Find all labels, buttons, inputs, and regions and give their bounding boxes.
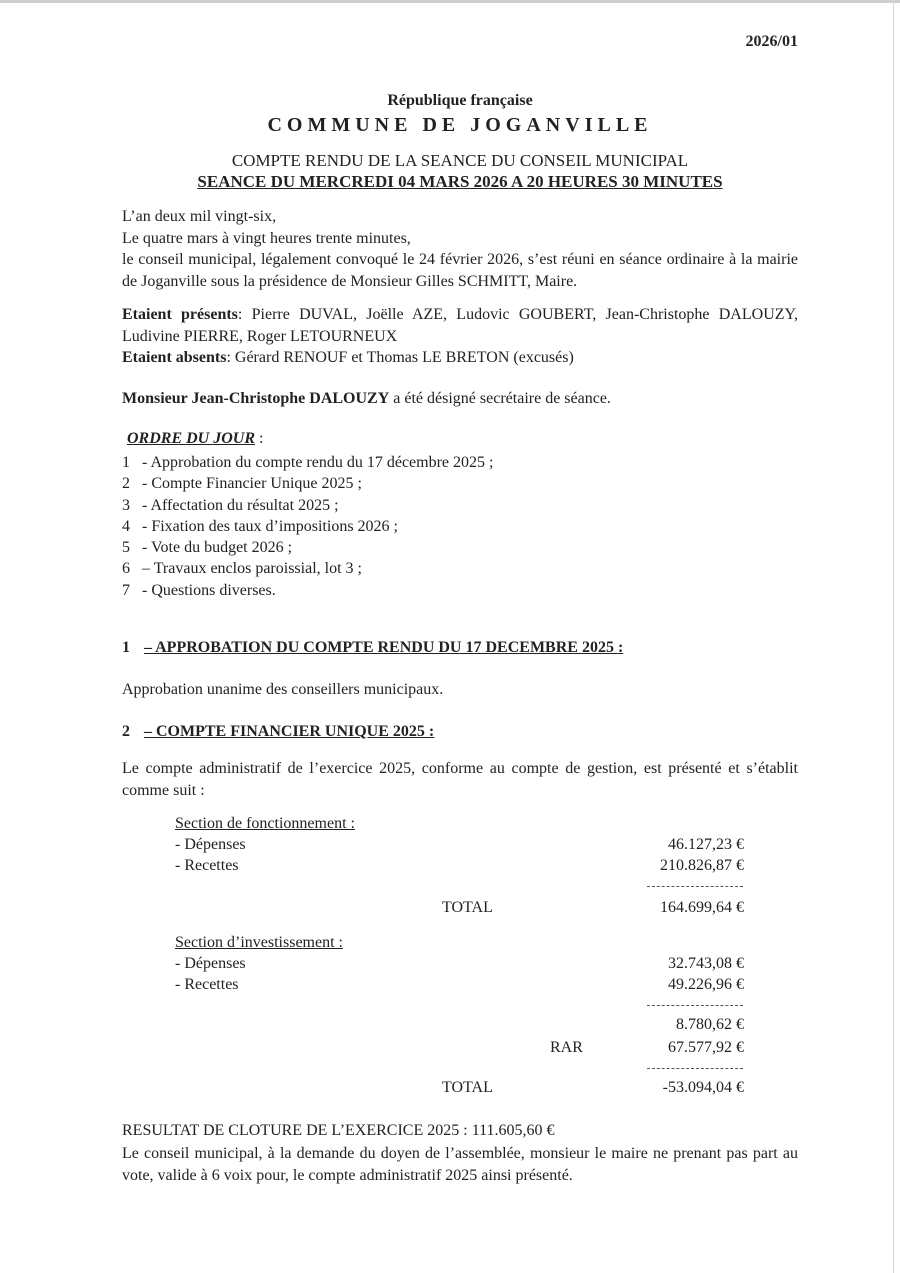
fonctionnement-recettes-value: 210.826,87 € (660, 857, 744, 874)
investissement-total-value: -53.094,04 € (662, 1079, 744, 1096)
investissement-title: Section d’investissement : (175, 934, 343, 951)
absent-label: Etaient absents (122, 349, 227, 366)
agenda-list (122, 452, 493, 601)
agenda-heading (127, 430, 263, 448)
section2-title: – COMPTE FINANCIER UNIQUE 2025 : (144, 723, 435, 740)
investissement-recettes-value: 49.226,96 € (668, 976, 744, 993)
section1-number: 1 (122, 639, 130, 656)
agenda-item: 6 – Travaux enclos paroissial, lot 3 ; (122, 560, 362, 578)
investissement-depenses-label: - Dépenses (175, 955, 246, 972)
document-reference: 2026/01 (745, 33, 798, 50)
fonctionnement-total-value: 164.699,64 € (660, 899, 744, 916)
section2-number: 2 (122, 723, 130, 740)
section2-heading (122, 723, 434, 741)
intro-paragraph (122, 206, 798, 292)
section1-title: – APPROBATION DU COMPTE RENDU DU 17 DECEMBRE 2025 : (144, 639, 624, 656)
agenda-item: 5 - Vote du budget 2026 ; (122, 539, 293, 557)
investissement-total-label: TOTAL (442, 1079, 493, 1096)
republic-heading: République française (387, 92, 533, 109)
closing-result: RESULTAT DE CLOTURE DE L’EXERCICE 2025 : 111.605,60 € (122, 1122, 555, 1139)
scan-edge (0, 0, 900, 3)
rar-value: 67.577,92 € (668, 1039, 744, 1056)
attendance-absent (122, 347, 798, 369)
section1-heading (122, 639, 623, 657)
attendance-present (122, 304, 798, 347)
commune-heading: COMMUNE DE JOGANVILLE (267, 114, 653, 136)
intro-line: L’an deux mil vingt-six, (122, 208, 277, 225)
investissement-subtotal-value: 8.780,62 € (676, 1016, 744, 1033)
vote-paragraph: Le conseil municipal, à la demande du doyen de l’assemblée, monsieur le maire ne prenant pas part au vote, valide à 6 voix pour, le compte administratif 2025 ainsi présenté. (122, 1145, 798, 1184)
intro-line: le conseil municipal, légalement convoqué le 24 février 2026, s’est réuni en séance ordinaire à la mairie de Joganville sous la présidence de Monsieur Gilles SCHMITT, Maire. (122, 251, 798, 290)
investissement-depenses-value: 32.743,08 € (668, 955, 744, 972)
dashed-separator (647, 1005, 743, 1006)
report-title: COMPTE RENDU DE LA SEANCE DU CONSEIL MUNICIPAL (231, 151, 689, 170)
agenda-title: ORDRE DU JOUR (127, 430, 256, 447)
section2-intro: Le compte administratif de l’exercice 2025, conforme au compte de gestion, est présenté et s’établit comme suit : (122, 760, 798, 799)
absent-names: : Gérard RENOUF et Thomas LE BRETON (excusés) (226, 349, 574, 366)
fonctionnement-total-label: TOTAL (442, 899, 493, 916)
agenda-colon: : (255, 430, 264, 447)
agenda-item: 2 - Compte Financier Unique 2025 ; (122, 475, 362, 493)
fonctionnement-depenses-value: 46.127,23 € (668, 836, 744, 853)
intro-line: Le quatre mars à vingt heures trente minutes, (122, 229, 411, 247)
present-names: : Pierre DUVAL, Joëlle AZE, Ludovic GOUBERT, Jean-Christophe DALOUZY, Ludivine PIERRE, Roger LETOURNEUX (122, 306, 799, 345)
secretary-text: a été désigné secrétaire de séance. (389, 390, 611, 407)
fonctionnement-title: Section de fonctionnement : (175, 815, 355, 832)
investissement-recettes-label: - Recettes (175, 976, 239, 993)
fonctionnement-depenses-label: - Dépenses (175, 836, 246, 853)
section1-body: Approbation unanime des conseillers municipaux. (122, 681, 444, 698)
agenda-item: 3 - Affectation du résultat 2025 ; (122, 496, 339, 514)
rar-label: RAR (550, 1039, 583, 1056)
fonctionnement-recettes-label: - Recettes (175, 857, 239, 874)
agenda-item: 1 - Approbation du compte rendu du 17 décembre 2025 ; (122, 454, 494, 471)
agenda-item: 4 - Fixation des taux d’impositions 2026 ; (122, 517, 398, 535)
secretary-line (122, 388, 798, 410)
dashed-separator (647, 886, 743, 887)
present-label: Etaient présents (122, 306, 238, 323)
agenda-item: 7 - Questions diverses. (122, 581, 276, 599)
secretary-name: Monsieur Jean-Christophe DALOUZY (122, 390, 390, 407)
dashed-separator (647, 1068, 743, 1069)
session-title: SEANCE DU MERCREDI 04 MARS 2026 A 20 HEURES 30 MINUTES (197, 172, 723, 191)
